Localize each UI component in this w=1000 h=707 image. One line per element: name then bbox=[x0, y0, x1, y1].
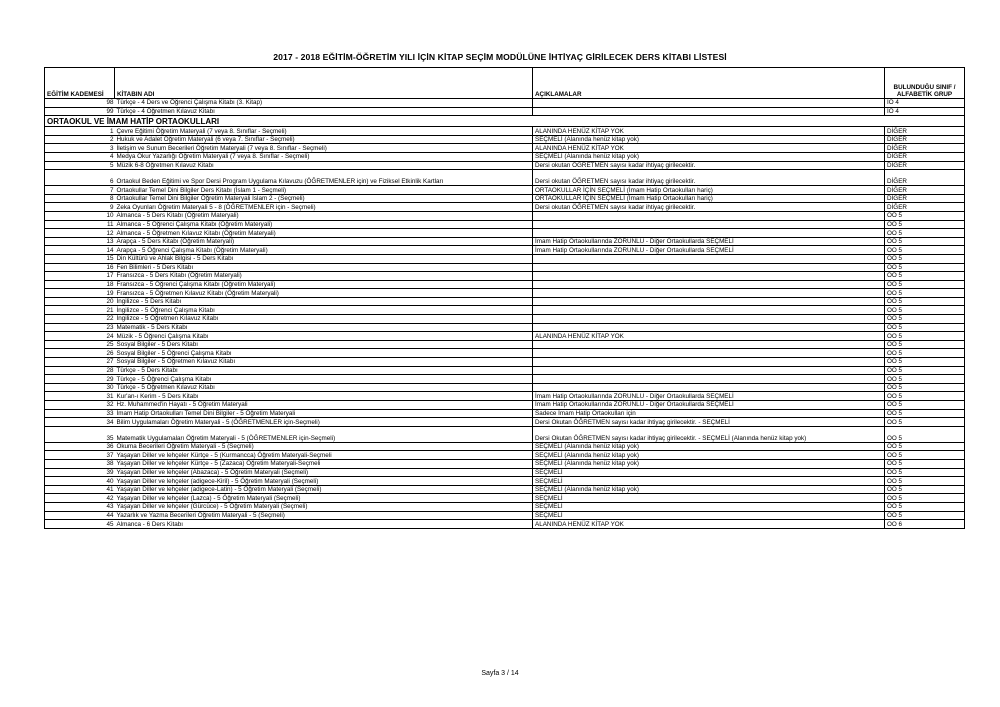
book-name: Medya Okur Yazarlığı Öğretim Materyali (7 veya 8. Sınıflar - Seçmeli) bbox=[115, 152, 533, 161]
book-name: Ortaokul Beden Eğitimi ve Spor Dersi Program Uygulama Kılavuzu (ÖĞRETMENLER için) ve Fiziksel Etkinlik Kartları bbox=[115, 170, 533, 186]
book-name: Matematik Uygulamaları Öğretim Materyali - 5 (ÖĞRETMENLER için-Seçmeli) bbox=[115, 426, 533, 442]
notes-cell: SEÇMELİ bbox=[533, 477, 885, 486]
table-row bbox=[45, 468, 965, 477]
table-row bbox=[45, 254, 965, 263]
table-row bbox=[45, 418, 965, 427]
table-row bbox=[45, 170, 965, 186]
table-row bbox=[45, 409, 965, 418]
header-level: EĞİTİM KADEMESİ bbox=[45, 68, 115, 99]
group-cell: DİĞER bbox=[885, 194, 965, 203]
group-cell: OO 5 bbox=[885, 315, 965, 324]
book-name: Arapça - 5 Öğrenci Çalışma Kitabı (Öğretim Materyali) bbox=[115, 246, 533, 255]
group-cell: OO 5 bbox=[885, 349, 965, 358]
notes-cell: SEÇMELİ bbox=[533, 494, 885, 503]
notes-cell: SEÇMELİ bbox=[533, 502, 885, 511]
notes-cell bbox=[533, 272, 885, 281]
row-number: 5 bbox=[45, 161, 115, 170]
book-name: Bilim Uygulamaları Öğretim Materyali - 5 (ÖĞRETMENLER için-Seçmeli) bbox=[115, 418, 533, 427]
section-title: ORTAOKUL VE İMAM HATİP ORTAOKULLARI bbox=[45, 116, 965, 127]
book-name: Ortaokullar Temel Dini Bilgiler Öğretim Materyali İslam 2 - (Seçmeli) bbox=[115, 194, 533, 203]
book-name: İmam Hatip Ortaokulları Temel Dini Bilgiler - 5 Öğretim Materyali bbox=[115, 409, 533, 418]
row-number: 44 bbox=[45, 511, 115, 520]
group-cell: OO 5 bbox=[885, 332, 965, 341]
group-cell: OO 5 bbox=[885, 468, 965, 477]
row-number: 4 bbox=[45, 152, 115, 161]
table-row bbox=[45, 220, 965, 229]
notes-cell bbox=[533, 358, 885, 367]
row-number: 43 bbox=[45, 502, 115, 511]
group-cell: OO 5 bbox=[885, 306, 965, 315]
notes-cell: ORTAOKULLAR İÇİN SEÇMELİ (İmam Hatip Ortaokulları hariç) bbox=[533, 186, 885, 195]
row-number: 98 bbox=[45, 99, 115, 108]
row-number: 25 bbox=[45, 340, 115, 349]
row-number: 38 bbox=[45, 459, 115, 468]
book-name: Yaşayan Diller ve lehçeler (adigece-Latin) - 5 Öğretim Materyali (Seçmeli) bbox=[115, 485, 533, 494]
notes-cell: ALANINDA HENÜZ KİTAP YOK bbox=[533, 520, 885, 529]
notes-cell: SEÇMELİ bbox=[533, 511, 885, 520]
group-cell: OO 5 bbox=[885, 409, 965, 418]
book-name: Yaşayan Diller ve lehçeler Kürtçe - 5 (Kurmancca) Öğretim Materyali-Seçmeli bbox=[115, 451, 533, 460]
book-name: Yaşayan Diller ve lehçeler (Abazaca) - 5 Öğretim Materyali (Seçmeli) bbox=[115, 468, 533, 477]
group-cell: OO 5 bbox=[885, 451, 965, 460]
book-name: İngilizce - 5 Öğretmen Kılavuz Kitabı bbox=[115, 315, 533, 324]
group-cell: OO 5 bbox=[885, 263, 965, 272]
table-row bbox=[45, 494, 965, 503]
row-number: 45 bbox=[45, 520, 115, 529]
book-name: Almanca - 5 Ders Kitabı (Öğretim Materyali) bbox=[115, 211, 533, 220]
header-book: KİTABIN ADI bbox=[115, 68, 533, 99]
table-row bbox=[45, 127, 965, 136]
notes-cell bbox=[533, 375, 885, 384]
table-row bbox=[45, 135, 965, 144]
book-name: Almanca - 5 Öğretmen Kılavuz Kitabı (Öğretim Materyali) bbox=[115, 229, 533, 238]
row-number: 42 bbox=[45, 494, 115, 503]
row-number: 23 bbox=[45, 323, 115, 332]
table-row bbox=[45, 229, 965, 238]
table-row bbox=[45, 477, 965, 486]
row-number: 6 bbox=[45, 170, 115, 186]
header-group: BULUNDUĞU SINIF / ALFABETİK GRUP bbox=[885, 68, 965, 99]
row-number: 3 bbox=[45, 144, 115, 153]
row-number: 18 bbox=[45, 280, 115, 289]
header-notes: AÇIKLAMALAR bbox=[533, 68, 885, 99]
group-cell: OO 6 bbox=[885, 520, 965, 529]
group-cell: DİĞER bbox=[885, 170, 965, 186]
book-name: Türkçe - 4 Ders ve Öğrenci Çalışma Kitabı (3. Kitap) bbox=[115, 99, 533, 108]
row-number: 14 bbox=[45, 246, 115, 255]
group-cell: OO 5 bbox=[885, 340, 965, 349]
book-name: İngilizce - 5 Öğrenci Çalışma Kitabı bbox=[115, 306, 533, 315]
row-number: 32 bbox=[45, 401, 115, 410]
row-number: 37 bbox=[45, 451, 115, 460]
group-cell: OO 5 bbox=[885, 280, 965, 289]
table-row bbox=[45, 426, 965, 442]
book-name: Türkçe - 5 Öğretmen Kılavuz Kitabı bbox=[115, 383, 533, 392]
book-name: Yaşayan Diller ve lehçeler (adigece-Kiril) - 5 Öğretim Materyali (Seçmeli) bbox=[115, 477, 533, 486]
book-name: Almanca - 5 Öğrenci Çalışma Kitabı (Öğretim Materyali) bbox=[115, 220, 533, 229]
book-name: Müzik 6-8 Öğretmen Kılavuz Kitabı bbox=[115, 161, 533, 170]
group-cell: OO 5 bbox=[885, 485, 965, 494]
notes-cell bbox=[533, 254, 885, 263]
table-row bbox=[45, 107, 965, 116]
book-name: Türkçe - 5 Öğrenci Çalışma Kitabı bbox=[115, 375, 533, 384]
notes-cell: ORTAOKULLAR İÇİN SEÇMELİ (İmam Hatip Ortaokulları hariç) bbox=[533, 194, 885, 203]
table-row bbox=[45, 358, 965, 367]
table-row bbox=[45, 194, 965, 203]
book-name: Sosyal Bilgiler - 5 Öğrenci Çalışma Kitabı bbox=[115, 349, 533, 358]
row-number: 20 bbox=[45, 297, 115, 306]
table-row bbox=[45, 401, 965, 410]
notes-cell bbox=[533, 280, 885, 289]
group-cell: DİĞER bbox=[885, 152, 965, 161]
row-number: 9 bbox=[45, 203, 115, 212]
table-row bbox=[45, 211, 965, 220]
table-row bbox=[45, 152, 965, 161]
group-cell: OO 5 bbox=[885, 272, 965, 281]
group-cell: DİĞER bbox=[885, 203, 965, 212]
table-row bbox=[45, 520, 965, 529]
book-name: Kur'an-ı Kerim - 5 Ders Kitabı bbox=[115, 392, 533, 401]
group-cell: OO 5 bbox=[885, 254, 965, 263]
group-cell: İO 4 bbox=[885, 99, 965, 108]
row-number: 26 bbox=[45, 349, 115, 358]
group-cell: OO 5 bbox=[885, 502, 965, 511]
group-cell: OO 5 bbox=[885, 289, 965, 298]
group-cell: OO 5 bbox=[885, 459, 965, 468]
row-number: 1 bbox=[45, 127, 115, 136]
group-cell: OO 5 bbox=[885, 366, 965, 375]
table-row bbox=[45, 246, 965, 255]
notes-cell: İmam Hatip Ortaokullarında ZORUNLU - Diğer Ortaokullarda SEÇMELİ bbox=[533, 392, 885, 401]
table-row bbox=[45, 511, 965, 520]
table-row bbox=[45, 442, 965, 451]
table-row bbox=[45, 485, 965, 494]
notes-cell: Sadece İmam Hatip Ortaokulları için bbox=[533, 409, 885, 418]
book-name: Çevre Eğitimi Öğretim Materyali (7 veya 8. Sınıflar - Seçmeli) bbox=[115, 127, 533, 136]
group-cell: OO 5 bbox=[885, 442, 965, 451]
group-cell: OO 5 bbox=[885, 426, 965, 442]
book-name: Almanca - 6 Ders Kitabı bbox=[115, 520, 533, 529]
book-name: Sosyal Bilgiler - 5 Ders Kitabı bbox=[115, 340, 533, 349]
notes-cell: Dersi okutan ÖĞRETMEN sayısı kadar ihtiyaç girilecektir. bbox=[533, 203, 885, 212]
notes-cell bbox=[533, 99, 885, 108]
book-name: Türkçe - 5 Ders Kitabı bbox=[115, 366, 533, 375]
notes-cell: Dersi okutan ÖĞRETMEN sayısı kadar ihtiyaç girilecektir. bbox=[533, 161, 885, 170]
table-row bbox=[45, 186, 965, 195]
table-row bbox=[45, 161, 965, 170]
table-row bbox=[45, 289, 965, 298]
group-cell: DİĞER bbox=[885, 161, 965, 170]
notes-cell: İmam Hatip Ortaokullarında ZORUNLU - Diğer Ortaokullarda SEÇMELİ bbox=[533, 246, 885, 255]
row-number: 8 bbox=[45, 194, 115, 203]
notes-cell: SEÇMELİ bbox=[533, 468, 885, 477]
row-number: 99 bbox=[45, 107, 115, 116]
book-name: Yaşayan Diller ve lehçeler (Gürcüce) - 5 Öğretim Materyali (Seçmeli) bbox=[115, 502, 533, 511]
group-cell: OO 5 bbox=[885, 237, 965, 246]
book-name: Sosyal Bilgiler - 5 Öğretmen Kılavuz Kitabı bbox=[115, 358, 533, 367]
group-cell: OO 5 bbox=[885, 375, 965, 384]
notes-cell bbox=[533, 383, 885, 392]
group-cell: OO 5 bbox=[885, 297, 965, 306]
notes-cell bbox=[533, 315, 885, 324]
book-name: Yazarlık ve Yazma Becerileri Öğretim Materyali - 5 (Seçmeli) bbox=[115, 511, 533, 520]
group-cell: OO 5 bbox=[885, 211, 965, 220]
group-cell: DİĞER bbox=[885, 135, 965, 144]
row-number: 34 bbox=[45, 418, 115, 427]
notes-cell: SEÇMELİ (Alanında henüz kitap yok) bbox=[533, 135, 885, 144]
notes-cell: SEÇMELİ (Alanında henüz kitap yok) bbox=[533, 442, 885, 451]
book-name: Hukuk ve Adalet Öğretim Materyali (6 veya 7. Sınıflar - Seçmeli) bbox=[115, 135, 533, 144]
group-cell: OO 5 bbox=[885, 383, 965, 392]
book-name: Fen Bilimleri - 5 Ders Kitabı bbox=[115, 263, 533, 272]
group-cell: DİĞER bbox=[885, 186, 965, 195]
book-name: Arapça - 5 Ders Kitabı (Öğretim Materyali) bbox=[115, 237, 533, 246]
book-name: Ortaokullar Temel Dini Bilgiler Ders Kitabı (İslam 1 - Seçmeli) bbox=[115, 186, 533, 195]
book-name: Yaşayan Diller ve lehçeler (Lazca) - 5 Öğretim Materyali (Seçmeli) bbox=[115, 494, 533, 503]
document-title: 2017 - 2018 EĞİTİM-ÖĞRETİM YILI İÇİN KİTAP SEÇİM MODÜLÜNE İHTİYAÇ GİRİLECEK DERS KİTABI LİSTESİ bbox=[273, 52, 727, 62]
notes-cell bbox=[533, 229, 885, 238]
notes-cell bbox=[533, 107, 885, 116]
row-number: 35 bbox=[45, 426, 115, 442]
notes-cell: ALANINDA HENÜZ KİTAP YOK bbox=[533, 127, 885, 136]
notes-cell bbox=[533, 366, 885, 375]
table-row bbox=[45, 383, 965, 392]
book-name: Matematik - 5 Ders Kitabı bbox=[115, 323, 533, 332]
notes-cell bbox=[533, 306, 885, 315]
row-number: 31 bbox=[45, 392, 115, 401]
table-row bbox=[45, 366, 965, 375]
notes-cell: SEÇMELİ (Alanında henüz kitap yok) bbox=[533, 152, 885, 161]
table-row bbox=[45, 502, 965, 511]
table-row bbox=[45, 306, 965, 315]
notes-cell: ALANINDA HENÜZ KİTAP YOK bbox=[533, 144, 885, 153]
group-cell: OO 5 bbox=[885, 494, 965, 503]
notes-cell: SEÇMELİ (Alanında henüz kitap yok) bbox=[533, 459, 885, 468]
group-cell: OO 5 bbox=[885, 477, 965, 486]
book-name: Din Kültürü ve Ahlak Bilgisi - 5 Ders Kitabı bbox=[115, 254, 533, 263]
page-footer: Sayfa 3 / 14 bbox=[481, 670, 519, 677]
table-row bbox=[45, 349, 965, 358]
table-row bbox=[45, 332, 965, 341]
table-row bbox=[45, 340, 965, 349]
notes-cell bbox=[533, 289, 885, 298]
table-row bbox=[45, 272, 965, 281]
book-name: Zeka Oyunları Öğretim Materyali 5 - 8 (ÖĞRETMENLER için - Seçmeli) bbox=[115, 203, 533, 212]
book-name: Hz. Muhammed'in Hayatı - 5 Öğretim Materyali bbox=[115, 401, 533, 410]
notes-cell: Dersi okutan ÖĞRETMEN sayısı kadar ihtiyaç girilecektir. bbox=[533, 170, 885, 186]
notes-cell: İmam Hatip Ortaokullarında ZORUNLU - Diğer Ortaokullarda SEÇMELİ bbox=[533, 401, 885, 410]
notes-cell: SEÇMELİ (Alanında henüz kitap yok) bbox=[533, 485, 885, 494]
row-number: 16 bbox=[45, 263, 115, 272]
notes-cell: Dersi Okutan ÖĞRETMEN sayısı kadar ihtiyaç girilecektir. - SEÇMELİ (Alanında henüz kitap yok) bbox=[533, 426, 885, 442]
notes-cell: Dersi Okutan ÖĞRETMEN sayısı kadar ihtiyaç girilecektir. - SEÇMELİ bbox=[533, 418, 885, 427]
book-name: İngilizce - 5 Ders Kitabı bbox=[115, 297, 533, 306]
section-row bbox=[45, 116, 965, 127]
row-number: 40 bbox=[45, 477, 115, 486]
row-number: 11 bbox=[45, 220, 115, 229]
book-name: Fransızca - 5 Ders Kitabı (Öğretim Materyali) bbox=[115, 272, 533, 281]
row-number: 15 bbox=[45, 254, 115, 263]
table-row bbox=[45, 451, 965, 460]
group-cell: OO 5 bbox=[885, 401, 965, 410]
table-header-row bbox=[45, 68, 965, 99]
row-number: 2 bbox=[45, 135, 115, 144]
row-number: 29 bbox=[45, 375, 115, 384]
group-cell: OO 5 bbox=[885, 323, 965, 332]
book-name: Müzik - 5 Öğrenci Çalışma Kitabı bbox=[115, 332, 533, 341]
row-number: 41 bbox=[45, 485, 115, 494]
notes-cell bbox=[533, 297, 885, 306]
row-number: 36 bbox=[45, 442, 115, 451]
group-cell: OO 5 bbox=[885, 229, 965, 238]
book-name: Fransızca - 5 Öğrenci Çalışma Kitabı (Öğretim Materyali) bbox=[115, 280, 533, 289]
notes-cell bbox=[533, 323, 885, 332]
table-row bbox=[45, 237, 965, 246]
notes-cell: ALANINDA HENÜZ KİTAP YOK bbox=[533, 332, 885, 341]
row-number: 21 bbox=[45, 306, 115, 315]
group-cell: OO 5 bbox=[885, 220, 965, 229]
row-number: 10 bbox=[45, 211, 115, 220]
row-number: 27 bbox=[45, 358, 115, 367]
notes-cell bbox=[533, 211, 885, 220]
table-row bbox=[45, 375, 965, 384]
table-row bbox=[45, 315, 965, 324]
group-cell: OO 5 bbox=[885, 511, 965, 520]
row-number: 24 bbox=[45, 332, 115, 341]
row-number: 22 bbox=[45, 315, 115, 324]
group-cell: DİĞER bbox=[885, 144, 965, 153]
notes-cell bbox=[533, 340, 885, 349]
notes-cell bbox=[533, 220, 885, 229]
book-name: Türkçe - 4 Öğretmen Kılavuz Kitabı bbox=[115, 107, 533, 116]
book-name: Yaşayan Diller ve lehçeler Kürtçe - 5 (Zazaca) Öğretim Materyali-Seçmeli bbox=[115, 459, 533, 468]
row-number: 33 bbox=[45, 409, 115, 418]
row-number: 30 bbox=[45, 383, 115, 392]
notes-cell: SEÇMELİ (Alanında henüz kitap yok) bbox=[533, 451, 885, 460]
group-cell: İO 4 bbox=[885, 107, 965, 116]
table-row bbox=[45, 297, 965, 306]
group-cell: DİĞER bbox=[885, 127, 965, 136]
table-row bbox=[45, 144, 965, 153]
table-row bbox=[45, 203, 965, 212]
table-row bbox=[45, 263, 965, 272]
table-row bbox=[45, 280, 965, 289]
row-number: 7 bbox=[45, 186, 115, 195]
notes-cell: İmam Hatip Ortaokullarında ZORUNLU - Diğer Ortaokullarda SEÇMELİ bbox=[533, 237, 885, 246]
table-row bbox=[45, 392, 965, 401]
table-row bbox=[45, 459, 965, 468]
row-number: 17 bbox=[45, 272, 115, 281]
table-row bbox=[45, 323, 965, 332]
group-cell: OO 5 bbox=[885, 246, 965, 255]
row-number: 13 bbox=[45, 237, 115, 246]
row-number: 39 bbox=[45, 468, 115, 477]
book-name: Okuma Becerileri Öğretim Materyali - 5 (Seçmeli) bbox=[115, 442, 533, 451]
notes-cell bbox=[533, 263, 885, 272]
group-cell: OO 5 bbox=[885, 358, 965, 367]
group-cell: OO 5 bbox=[885, 418, 965, 427]
row-number: 28 bbox=[45, 366, 115, 375]
book-list-table bbox=[44, 67, 965, 529]
row-number: 19 bbox=[45, 289, 115, 298]
book-name: Fransızca - 5 Öğretmen Kılavuz Kitabı (Öğretim Materyali) bbox=[115, 289, 533, 298]
book-name: İletişim ve Sunum Becerileri Öğretim Materyali (7 veya 8. Sınıflar - Seçmeli) bbox=[115, 144, 533, 153]
table-row bbox=[45, 99, 965, 108]
row-number: 12 bbox=[45, 229, 115, 238]
group-cell: OO 5 bbox=[885, 392, 965, 401]
notes-cell bbox=[533, 349, 885, 358]
